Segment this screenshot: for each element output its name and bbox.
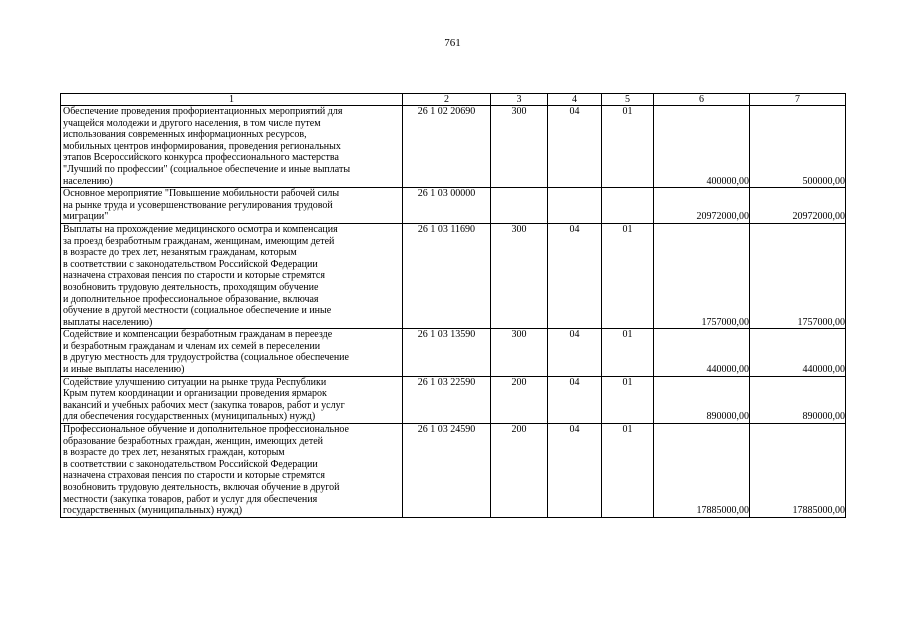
item-name-line: учащейся молодежи и другого населения, в том числе путем: [63, 117, 321, 129]
item-name-line: на рынке труда и усовершенствование регулирования трудовой: [63, 199, 333, 211]
section-cell: 04: [548, 376, 602, 423]
table-row: [61, 424, 846, 518]
code-cell: 26 1 03 11690: [403, 223, 491, 328]
type-cell: 200: [491, 424, 548, 518]
header-cell: 3: [491, 94, 548, 106]
item-name-line: Крым путем координации и организации проведения ярмарок: [63, 388, 327, 400]
table-row: [61, 376, 846, 423]
header-cell: 4: [548, 94, 602, 106]
subsection-cell: 01: [602, 424, 654, 518]
item-name-line: миграции": [63, 211, 109, 223]
type-cell: 300: [491, 223, 548, 328]
item-name-cell: [61, 106, 403, 188]
subsection-cell: [602, 188, 654, 224]
item-name-line: мобильных центров информирования, проведения региональных: [63, 140, 341, 152]
table-row: [61, 329, 846, 376]
amount-cell-6: 890000,00: [654, 376, 750, 423]
amount-cell-7: 500000,00: [750, 106, 846, 188]
header-cell: 5: [602, 94, 654, 106]
item-name-line: и иные выплаты населению): [63, 364, 185, 376]
type-cell: 200: [491, 376, 548, 423]
item-name-line: для обеспечения государственных (муниципальных) нужд): [63, 411, 316, 423]
section-cell: [548, 188, 602, 224]
header-cell: 6: [654, 94, 750, 106]
subsection-cell: 01: [602, 329, 654, 376]
subsection-cell: 01: [602, 223, 654, 328]
item-name-line: за проезд безработным гражданам, женщинам, имеющим детей: [63, 235, 335, 247]
item-name-line: образование безработных граждан, женщин, имеющих детей: [63, 435, 324, 447]
item-name-line: Обеспечение проведения профориентационных мероприятий для: [63, 106, 343, 117]
type-cell: 300: [491, 329, 548, 376]
amount-cell-7: 440000,00: [750, 329, 846, 376]
item-name-line: и безработным гражданам и членам их семей в переселении: [63, 340, 321, 352]
header-cell: 7: [750, 94, 846, 106]
item-name-line: Основное мероприятие "Повышение мобильности рабочей силы: [63, 188, 340, 200]
item-name-cell: [61, 424, 403, 518]
section-cell: 04: [548, 106, 602, 188]
header-row: [61, 94, 846, 106]
table-row: [61, 223, 846, 328]
section-cell: 04: [548, 424, 602, 518]
amount-cell-6: 1757000,00: [654, 223, 750, 328]
item-name-line: в возрасте до трех лет, незанятым гражданам, которым: [63, 247, 297, 259]
amount-cell-6: 20972000,00: [654, 188, 750, 224]
item-name-line: возобновить трудовую деятельность, проходящим обучение: [63, 281, 319, 293]
item-name-line: назначена страховая пенсия по старости и которые стремятся: [63, 470, 325, 482]
amount-cell-6: 400000,00: [654, 106, 750, 188]
item-name-line: Содействие и компенсации безработным гражданам в переезде: [63, 329, 333, 341]
code-cell: 26 1 03 00000: [403, 188, 491, 224]
amount-cell-6: 440000,00: [654, 329, 750, 376]
amount-cell-7: 20972000,00: [750, 188, 846, 224]
item-name-line: Профессиональное обучение и дополнительное профессиональное: [63, 424, 349, 436]
item-name-cell: [61, 188, 403, 224]
item-name-line: и дополнительное профессиональное образование, включая: [63, 293, 319, 305]
item-name-line: возобновить трудовую деятельность, включая обучение в другой: [63, 482, 340, 493]
item-name-cell: [61, 223, 403, 328]
item-name-line: назначена страховая пенсия по старости и которые стремятся: [63, 270, 325, 282]
section-cell: 04: [548, 329, 602, 376]
table-row: [61, 106, 846, 188]
item-name-line: выплаты населению): [63, 316, 153, 328]
item-name-line: "Лучший по профессии" (социальное обеспечение и иные выплаты: [63, 163, 351, 175]
amount-cell-7: 17885000,00: [750, 424, 846, 518]
item-name-line: местности (закупка товаров, работ и услуг для обеспечения: [63, 493, 318, 505]
amount-cell-6: 17885000,00: [654, 424, 750, 518]
amount-cell-7: 890000,00: [750, 376, 846, 423]
item-name-line: в другую местность для трудоустройства (социальное обеспечение: [63, 352, 349, 364]
code-cell: 26 1 03 13590: [403, 329, 491, 376]
subsection-cell: 01: [602, 376, 654, 423]
item-name-line: Выплаты на прохождение медицинского осмотра и компенсация: [63, 223, 338, 235]
amount-cell-7: 1757000,00: [750, 223, 846, 328]
item-name-line: в соответствии с законодательством Российской Федерации: [63, 258, 318, 270]
code-cell: 26 1 03 22590: [403, 376, 491, 423]
code-cell: 26 1 02 20690: [403, 106, 491, 188]
item-name-line: государственных (муниципальных) нужд): [63, 505, 243, 517]
item-name-line: использования современных информационных ресурсов,: [63, 129, 307, 141]
header-cell: 2: [403, 94, 491, 106]
header-cell: 1: [61, 94, 403, 106]
item-name-line: Содействие улучшению ситуации на рынке труда Республики: [63, 376, 327, 388]
table-row: [61, 188, 846, 224]
item-name-line: в возрасте до трех лет, незанятых граждан, которым: [63, 447, 285, 459]
item-name-line: населению): [63, 175, 113, 187]
code-cell: 26 1 03 24590: [403, 424, 491, 518]
item-name-line: обучение в другой местности (социальное обеспечение и иные: [63, 305, 332, 317]
item-name-line: вакансий и учебных рабочих мест (закупка товаров, работ и услуг: [63, 399, 345, 411]
item-name-cell: [61, 329, 403, 376]
type-cell: [491, 188, 548, 224]
item-name-line: в соответствии с законодательством Российской Федерации: [63, 458, 318, 470]
item-name-line: этапов Всероссийского конкурса профессионального мастерства: [63, 152, 339, 164]
subsection-cell: 01: [602, 106, 654, 188]
budget-table: [60, 93, 846, 518]
section-cell: 04: [548, 223, 602, 328]
page-number: 761: [444, 37, 461, 49]
item-name-cell: [61, 376, 403, 423]
type-cell: 300: [491, 106, 548, 188]
